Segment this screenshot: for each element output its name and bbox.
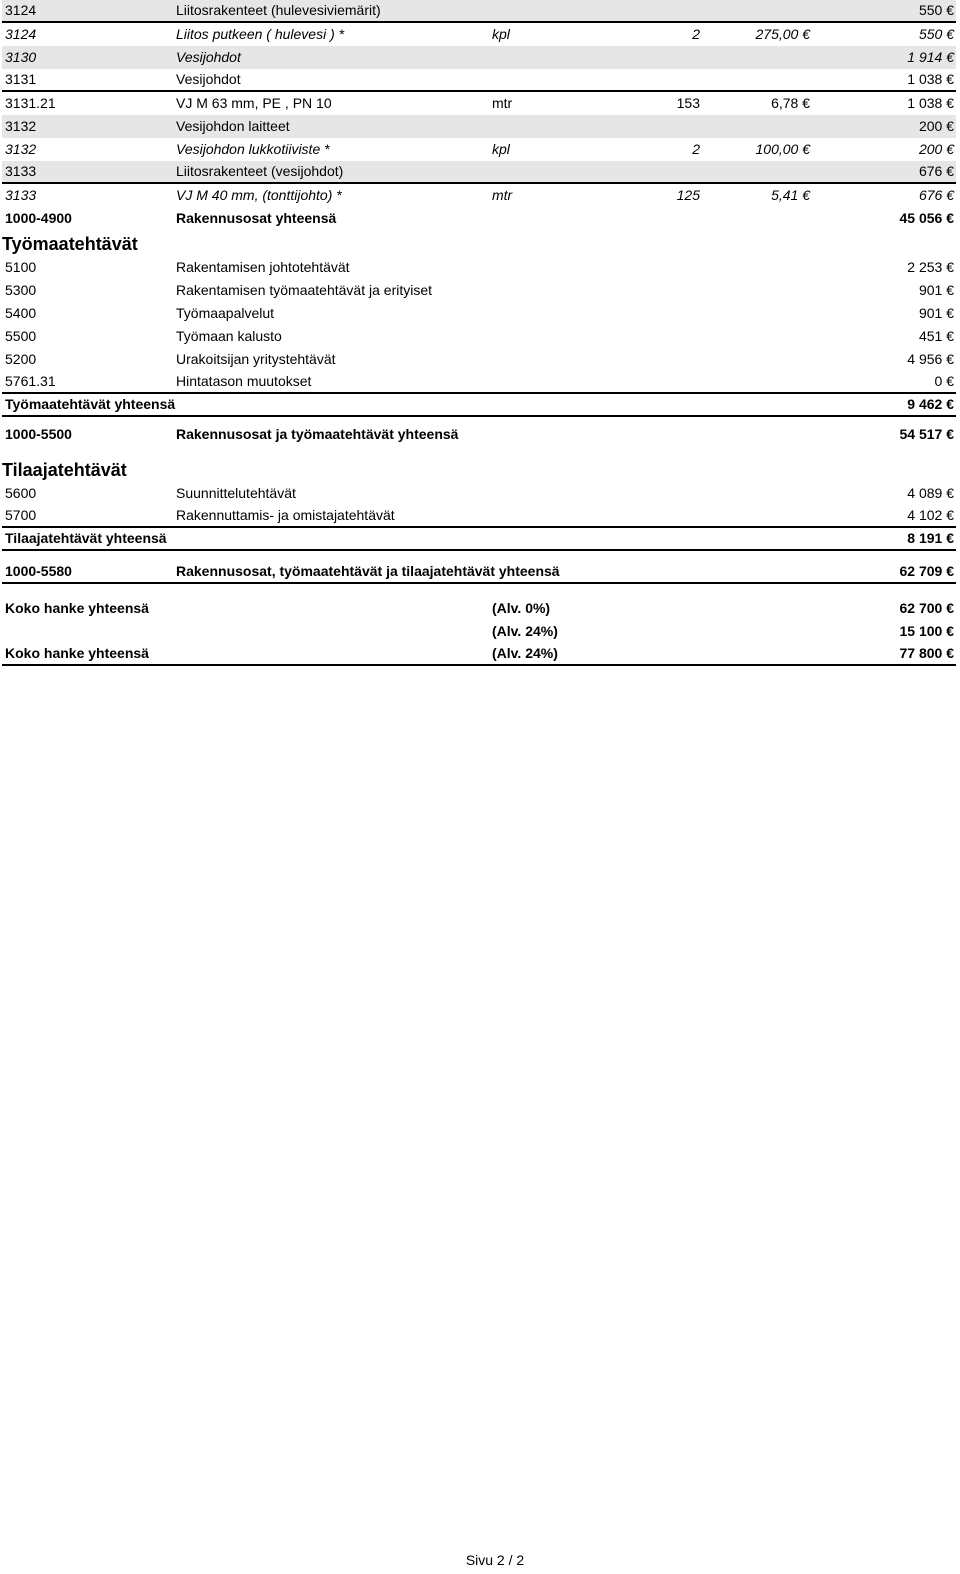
- table-row: [2, 348, 956, 371]
- row-total: 4 089 €: [907, 485, 954, 501]
- subtotal-row-site-tasks: [2, 394, 956, 417]
- row-code: 3130: [5, 49, 37, 65]
- vat-label: (Alv. 24%): [492, 645, 558, 661]
- row-code: 5600: [5, 485, 37, 501]
- table-row: [2, 23, 956, 46]
- project-total-row: [2, 597, 956, 620]
- table-row: [2, 138, 956, 161]
- row-unit-price: 6,78 €: [771, 95, 810, 111]
- table-row: [2, 69, 956, 92]
- row-total: 4 102 €: [907, 507, 954, 523]
- project-total-value: 77 800 €: [899, 645, 954, 661]
- row-code: 3131.21: [5, 95, 56, 111]
- row-code: 5761.31: [5, 373, 56, 389]
- section-heading-site-tasks: Työmaatehtävät: [2, 234, 138, 254]
- row-total: 901 €: [918, 282, 954, 298]
- vat-label: (Alv. 24%): [492, 623, 558, 639]
- table-row: [2, 92, 956, 115]
- row-description: Rakentamisen työmaatehtävät ja erityiset: [176, 282, 433, 298]
- row-description: Rakennusosat yhteensä: [176, 210, 337, 226]
- table-row: [2, 482, 956, 505]
- row-total: 1 914 €: [907, 49, 954, 65]
- page-number: Sivu 2 / 2: [465, 1552, 525, 1568]
- row-code: 5100: [5, 259, 37, 275]
- row-code: 3124: [5, 26, 37, 42]
- row-code: 5700: [5, 507, 37, 523]
- row-total: 2 253 €: [907, 259, 954, 275]
- project-total-row: [2, 620, 956, 643]
- row-code: 3133: [5, 187, 37, 203]
- subtotal-value: 9 462 €: [907, 396, 954, 412]
- row-description: Rakennuttamis- ja omistajatehtävät: [176, 507, 395, 523]
- row-code: 3124: [5, 2, 37, 18]
- table-row: [2, 505, 956, 528]
- row-description: Vesijohdon laitteet: [176, 118, 290, 134]
- project-total-row: [2, 643, 956, 666]
- row-description: Liitosrakenteet (vesijohdot): [176, 163, 344, 179]
- row-code: 5300: [5, 282, 37, 298]
- cost-estimate-sheet: [2, 0, 956, 666]
- row-total: 62 709 €: [899, 563, 954, 579]
- table-row: [2, 161, 956, 184]
- row-description: Urakoitsijan yritystehtävät: [176, 351, 336, 367]
- sum-row-all-tasks: [2, 561, 956, 584]
- subtotal-value: 8 191 €: [907, 530, 954, 546]
- row-code: 1000-5580: [5, 563, 72, 579]
- row-total: 1 038 €: [907, 71, 954, 87]
- row-description: Rakennusosat, työmaatehtävät ja tilaajatehtävät yhteensä: [176, 563, 560, 579]
- row-code: 5200: [5, 351, 37, 367]
- row-quantity: 125: [676, 187, 700, 203]
- row-unit: mtr: [492, 95, 513, 111]
- row-description: Hintatason muutokset: [176, 373, 312, 389]
- row-code: 3133: [5, 163, 37, 179]
- table-row: [2, 371, 956, 394]
- row-quantity: 2: [692, 141, 700, 157]
- table-row: [2, 325, 956, 348]
- table-row: [2, 115, 956, 138]
- row-quantity: 2: [692, 26, 700, 42]
- row-unit: kpl: [492, 141, 510, 157]
- table-row: [2, 46, 956, 69]
- row-description: Liitos putkeen ( hulevesi ) *: [176, 26, 345, 42]
- total-row: [2, 207, 956, 230]
- row-total: 550 €: [918, 26, 954, 42]
- row-description: Työmaan kalusto: [176, 328, 282, 344]
- row-unit-price: 275,00 €: [755, 26, 810, 42]
- row-total: 676 €: [918, 187, 954, 203]
- row-code: 1000-5500: [5, 426, 72, 442]
- row-description: VJ M 63 mm, PE , PN 10: [176, 95, 332, 111]
- row-code: 1000-4900: [5, 210, 72, 226]
- row-unit-price: 5,41 €: [771, 187, 810, 203]
- project-total-label: Koko hanke yhteensä: [5, 645, 149, 661]
- row-description: Suunnittelutehtävät: [176, 485, 296, 501]
- row-total: 45 056 €: [899, 210, 954, 226]
- row-code: 5400: [5, 305, 37, 321]
- row-code: 3131: [5, 71, 37, 87]
- row-total: 676 €: [918, 163, 954, 179]
- row-description: Vesijohdon lukkotiiviste *: [176, 141, 330, 157]
- row-description: Rakennusosat ja työmaatehtävät yhteensä: [176, 426, 459, 442]
- table-row: [2, 302, 956, 325]
- row-description: VJ M 40 mm, (tonttijohto) *: [176, 187, 342, 203]
- section-heading-client-tasks: Tilaajatehtävät: [2, 460, 127, 480]
- row-total: 451 €: [918, 328, 954, 344]
- row-description: Rakentamisen johtotehtävät: [176, 259, 350, 275]
- row-description: Työmaapalvelut: [176, 305, 275, 321]
- row-unit: kpl: [492, 26, 510, 42]
- row-total: 550 €: [918, 2, 954, 18]
- vat-label: (Alv. 0%): [492, 600, 551, 616]
- row-code: 3132: [5, 141, 37, 157]
- row-total: 54 517 €: [899, 426, 954, 442]
- row-total: 0 €: [934, 373, 954, 389]
- subtotal-label: Tilaajatehtävät yhteensä: [5, 530, 167, 546]
- row-total: 4 956 €: [907, 351, 954, 367]
- row-total: 200 €: [918, 118, 954, 134]
- row-code: 5500: [5, 328, 37, 344]
- row-total: 200 €: [918, 141, 954, 157]
- row-quantity: 153: [676, 95, 700, 111]
- table-row: [2, 256, 956, 279]
- project-total-label: Koko hanke yhteensä: [5, 600, 149, 616]
- table-row: [2, 184, 956, 207]
- sum-row-building-and-site: [2, 423, 956, 446]
- row-unit: mtr: [492, 187, 513, 203]
- row-description: Liitosrakenteet (hulevesiviemärit): [176, 2, 381, 18]
- row-total: 901 €: [918, 305, 954, 321]
- project-total-value: 62 700 €: [899, 600, 954, 616]
- row-unit-price: 100,00 €: [755, 141, 810, 157]
- row-description: Vesijohdot: [176, 71, 241, 87]
- row-total: 1 038 €: [907, 95, 954, 111]
- project-total-value: 15 100 €: [899, 623, 954, 639]
- subtotal-label: Työmaatehtävät yhteensä: [5, 396, 176, 412]
- table-row: [2, 279, 956, 302]
- subtotal-row-client-tasks: [2, 528, 956, 551]
- row-code: 3132: [5, 118, 37, 134]
- row-description: Vesijohdot: [176, 49, 241, 65]
- table-row: [2, 0, 956, 23]
